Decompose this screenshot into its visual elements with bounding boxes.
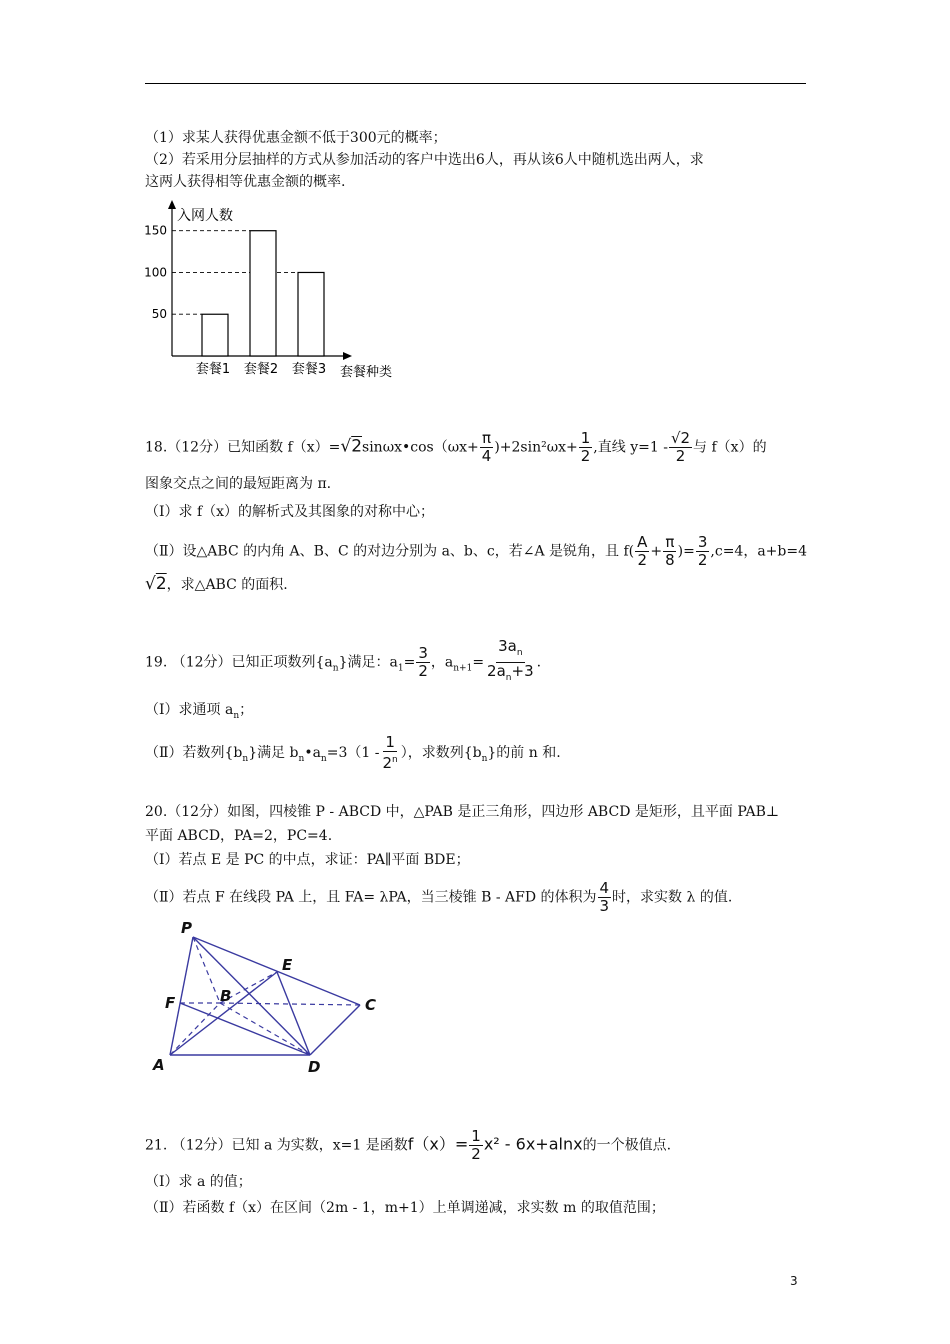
q20-line4: （Ⅱ）若点 F 在线段 PA 上，且 FA= λPA，当三棱锥 B - AFD 的体积为 $\frac{4}{3}$ 时，求实数 λ 的值. (145, 879, 733, 915)
q18-line4-b: )= (677, 543, 695, 560)
q21-line2: （Ⅰ）求 a 的值； (145, 1174, 252, 1190)
y-tick-label-1: 150 (144, 223, 167, 238)
q18-text-a3: )+2sin²ωx+ (494, 439, 578, 456)
q18-line4-a: （Ⅱ）设△ABC 的内角 A、B、C 的对边分别为 a、b、c，若∠A 是锐角，且 f( (145, 543, 635, 560)
q18-line4: （Ⅱ）设△ABC 的内角 A、B、C 的对边分别为 a、b、c，若∠A 是锐角，且 f( $\frac{A}{2}$ + $\frac{\pi}{8}$ )= $\frac{3}{2}$ ,c=4，a+b=4 (145, 533, 808, 569)
x-axis-label: 套餐种类 (340, 365, 393, 380)
q18-line1 (145, 430, 767, 465)
q19-line3: （Ⅱ）若数列$\{b_n\}$满足 $b_n•a_n=3(1$ - $\frac{1}{2^n}$ ），求数列$\{b_n\}$的前 n 和. (145, 733, 561, 772)
q21-line3: （Ⅱ）若函数 f（x）在区间（2m - 1，m+1）上单调递减，求实数 m 的取值范围； (145, 1200, 665, 1216)
frac-sqrt2-2: $\frac{√2}{2}$ (670, 429, 691, 465)
q18-text-a5: 与 f（x）的 (693, 439, 767, 456)
label-F: F (165, 994, 176, 1012)
x-tick-label-3: 套餐3 (291, 362, 327, 377)
q19-line1: 19. （12分）已知正项数列$\{a_n\}$满足：$a_1=$ $\frac{3}{2}$ ，$a_{n+1}=$ $\frac{3a_n}{2a_n+3}$ . (145, 638, 541, 687)
edge-AE (170, 972, 277, 1055)
page-number: 3 (790, 1274, 798, 1288)
frac-1-2n: $\frac{1}{2^n}$ (382, 733, 398, 772)
y-axis-label: 入网人数 (177, 208, 233, 224)
frac-4-3: $\frac{4}{3}$ (599, 879, 610, 915)
q18-line2: 图象交点之间的最短距离为 π. (145, 476, 332, 492)
edge-PD (193, 937, 310, 1055)
q17-part1: （1）求某人获得优惠金额不低于300元的概率； (145, 130, 447, 146)
y-axis-arrow (168, 200, 176, 209)
label-D: D (308, 1058, 321, 1076)
frac-3-2: $\frac{3}{2}$ (697, 533, 708, 569)
edge-PC (193, 937, 360, 1005)
y-tick-label-2: 100 (144, 265, 167, 280)
bar-2 (250, 231, 276, 356)
x-tick-label-2: 套餐2 (243, 362, 279, 377)
edge-FD (180, 1003, 310, 1055)
edge-ED (277, 972, 310, 1055)
q18-line5: √2，求△ABC 的面积. (145, 574, 288, 594)
q18-line3: （Ⅰ）求 f（x）的解析式及其图象的对称中心； (145, 504, 435, 520)
edge-DC (310, 1005, 360, 1055)
frac-pi-8: $\frac{\pi}{8}$ (665, 533, 675, 569)
q18-text-a2: sinωx•cos（ωx+ (362, 439, 479, 456)
frac-A-2: $\frac{A}{2}$ (637, 533, 648, 569)
frac-1-2: $\frac{1}{2}$ (580, 429, 591, 465)
q20-line3: （Ⅰ）若点 E 是 PC 的中点，求证：PA∥平面 BDE； (145, 852, 470, 868)
header-rule (145, 83, 806, 84)
edge-BD (220, 1003, 310, 1055)
q18-text-a1: 18.（12分）已知函数 f（x）= (145, 439, 341, 456)
q18-text-a4: ,直线 y=1 - (593, 439, 668, 456)
label-P: P (181, 919, 192, 937)
label-C: C (365, 996, 377, 1014)
q18-line4-c: ,c=4，a+b=4 (710, 543, 808, 560)
sqrt-2: √2 (340, 436, 363, 457)
label-B: B (220, 987, 232, 1005)
label-A: A (153, 1056, 165, 1074)
bar-3 (298, 272, 324, 356)
q17-part2-a: （2）若采用分层抽样的方式从参加活动的客户中选出6人，再从该6人中随机选出两人，求 (145, 152, 704, 168)
x-axis-arrow (343, 352, 352, 360)
label-E: E (282, 956, 293, 974)
bar-1 (202, 314, 228, 356)
q20-line1: 20.（12分）如图，四棱锥 P - ABCD 中，△PAB 是正三角形，四边形 ABCD 是矩形，且平面 PAB⊥ (145, 804, 780, 820)
q17-part2-b: 这两人获得相等优惠金额的概率. (145, 174, 346, 190)
q20-line2: 平面 ABCD，PA=2，PC=4. (145, 828, 333, 844)
frac-3-2-q19: $\frac{3}{2}$ (418, 644, 428, 680)
q21-line1: 21. （12分）已知 a 为实数，x=1 是函数f（x）= $\frac{1}{2}$ x² - 6x+alnx的一个极值点. (145, 1127, 672, 1163)
frac-pi-4: $\frac{\pi}{4}$ (481, 429, 492, 465)
q19-line2: （Ⅰ）求通项 $a_n$； (145, 702, 254, 721)
sqrt-2-b: √2 (145, 574, 167, 594)
x-tick-label-1: 套餐1 (195, 362, 231, 377)
bar-chart (140, 196, 420, 386)
frac-recurrence: $\frac{3a_n}{2a_n+3}$ (487, 637, 534, 683)
frac-1-2-q21: $\frac{1}{2}$ (471, 1127, 481, 1163)
edge-AB (170, 1003, 220, 1055)
pyramid-figure (145, 915, 395, 1080)
y-tick-label-3: 50 (151, 307, 167, 322)
